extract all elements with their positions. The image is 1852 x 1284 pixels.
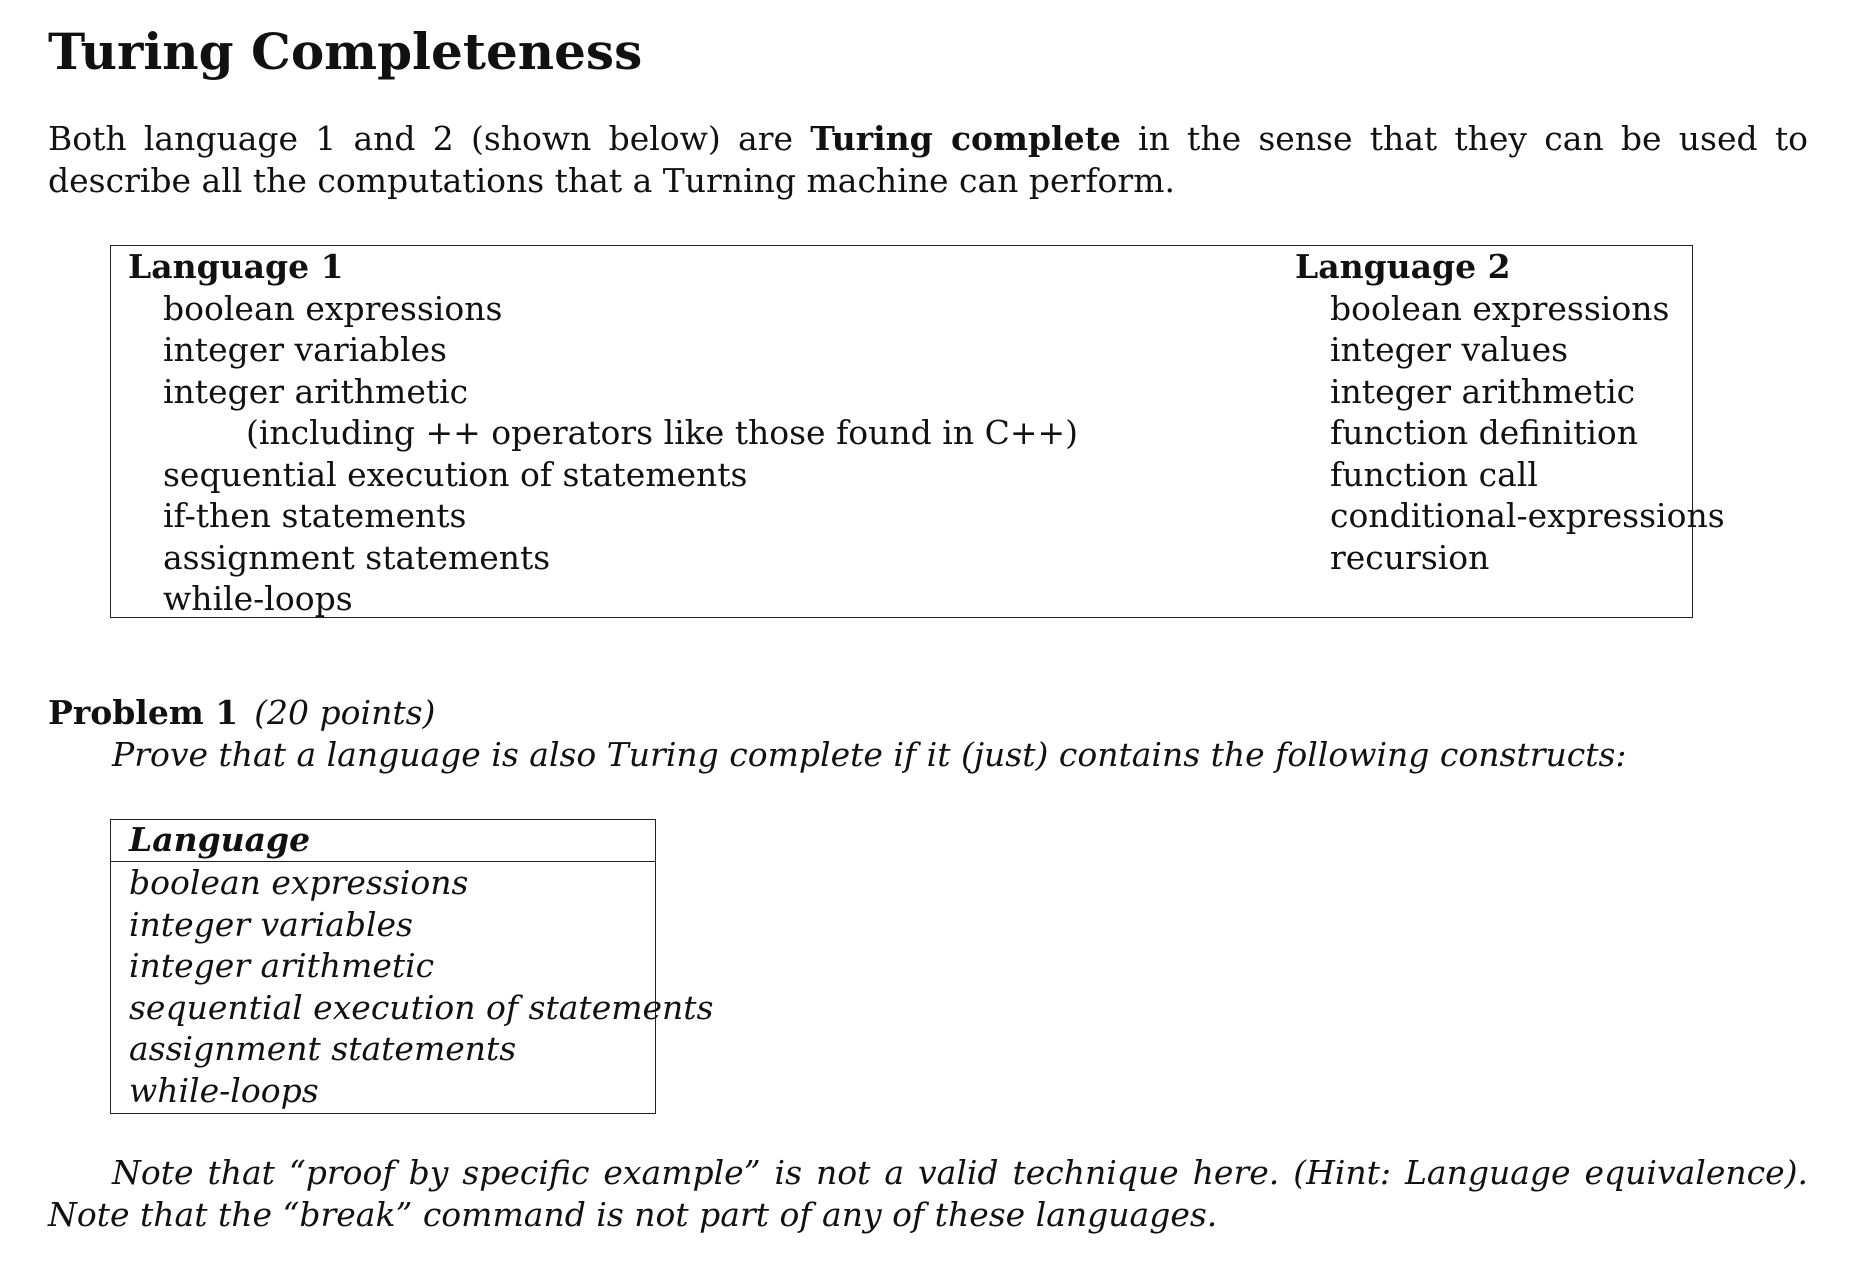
- language-1-item: sequential execution of statements: [163, 454, 748, 494]
- language-2-heading: Language 2: [1295, 247, 1511, 286]
- intro-text-after: in the sense that they can be used to describe all the computations that a Turning machine can perform.: [48, 119, 1808, 200]
- language-1-list: [128, 288, 1078, 620]
- intro-text-before: Both language 1 and 2 (shown below) are: [48, 119, 811, 158]
- language-table-item: integer variables: [129, 904, 413, 944]
- language-table-list: [111, 862, 714, 1111]
- language-1-column: [128, 246, 1078, 620]
- language-2-item: recursion: [1330, 537, 1490, 577]
- language-constructs-table: [110, 819, 714, 1114]
- intro-bold-term: Turing complete: [810, 119, 1121, 158]
- language-1-item: assignment statements: [163, 537, 551, 577]
- problem-heading-line: [48, 692, 435, 734]
- language-1-subitem: (including ++ operators like those found in C++): [246, 413, 1078, 452]
- problem-points: (20 points): [254, 693, 436, 732]
- language-2-item: conditional-expressions: [1330, 496, 1725, 535]
- language-2-column: [1295, 246, 1725, 578]
- language-table-item: boolean expressions: [129, 863, 469, 902]
- language-1-item: if-then statements: [163, 496, 467, 535]
- language-2-item: integer arithmetic: [1330, 371, 1636, 411]
- language-table-item: integer arithmetic: [129, 946, 435, 985]
- language-table-item: assignment statements: [129, 1029, 517, 1068]
- language-1-heading: Language 1: [128, 247, 344, 286]
- language-1-item: while-loops: [163, 579, 353, 618]
- languages-comparison-box: [110, 245, 1725, 618]
- language-2-list: [1295, 288, 1725, 579]
- language-1-item: integer arithmetic: [163, 371, 469, 411]
- problem-heading: Problem 1: [48, 693, 239, 732]
- language-2-item: boolean expressions: [1330, 288, 1670, 328]
- language-table-item: sequential execution of statements: [129, 987, 714, 1027]
- note-paragraph: Note that “proof by specific example” is not a valid technique here. (Hint: Language equivalence). Note that the “break” command is not part of any of these languages.: [48, 1153, 1808, 1234]
- language-1-item: integer variables: [163, 330, 447, 369]
- language-table-header: Language: [111, 820, 655, 862]
- language-table-item: while-loops: [129, 1070, 319, 1110]
- language-1-item: boolean expressions: [163, 288, 503, 328]
- language-2-item: integer values: [1330, 330, 1569, 369]
- language-2-item: function call: [1330, 454, 1538, 494]
- intro-paragraph: [48, 118, 1808, 202]
- page-title: Turing Completeness: [48, 22, 643, 81]
- problem-statement: Prove that a language is also Turing complete if it (just) contains the following constructs:: [112, 735, 1627, 774]
- language-2-item: function definition: [1330, 413, 1639, 452]
